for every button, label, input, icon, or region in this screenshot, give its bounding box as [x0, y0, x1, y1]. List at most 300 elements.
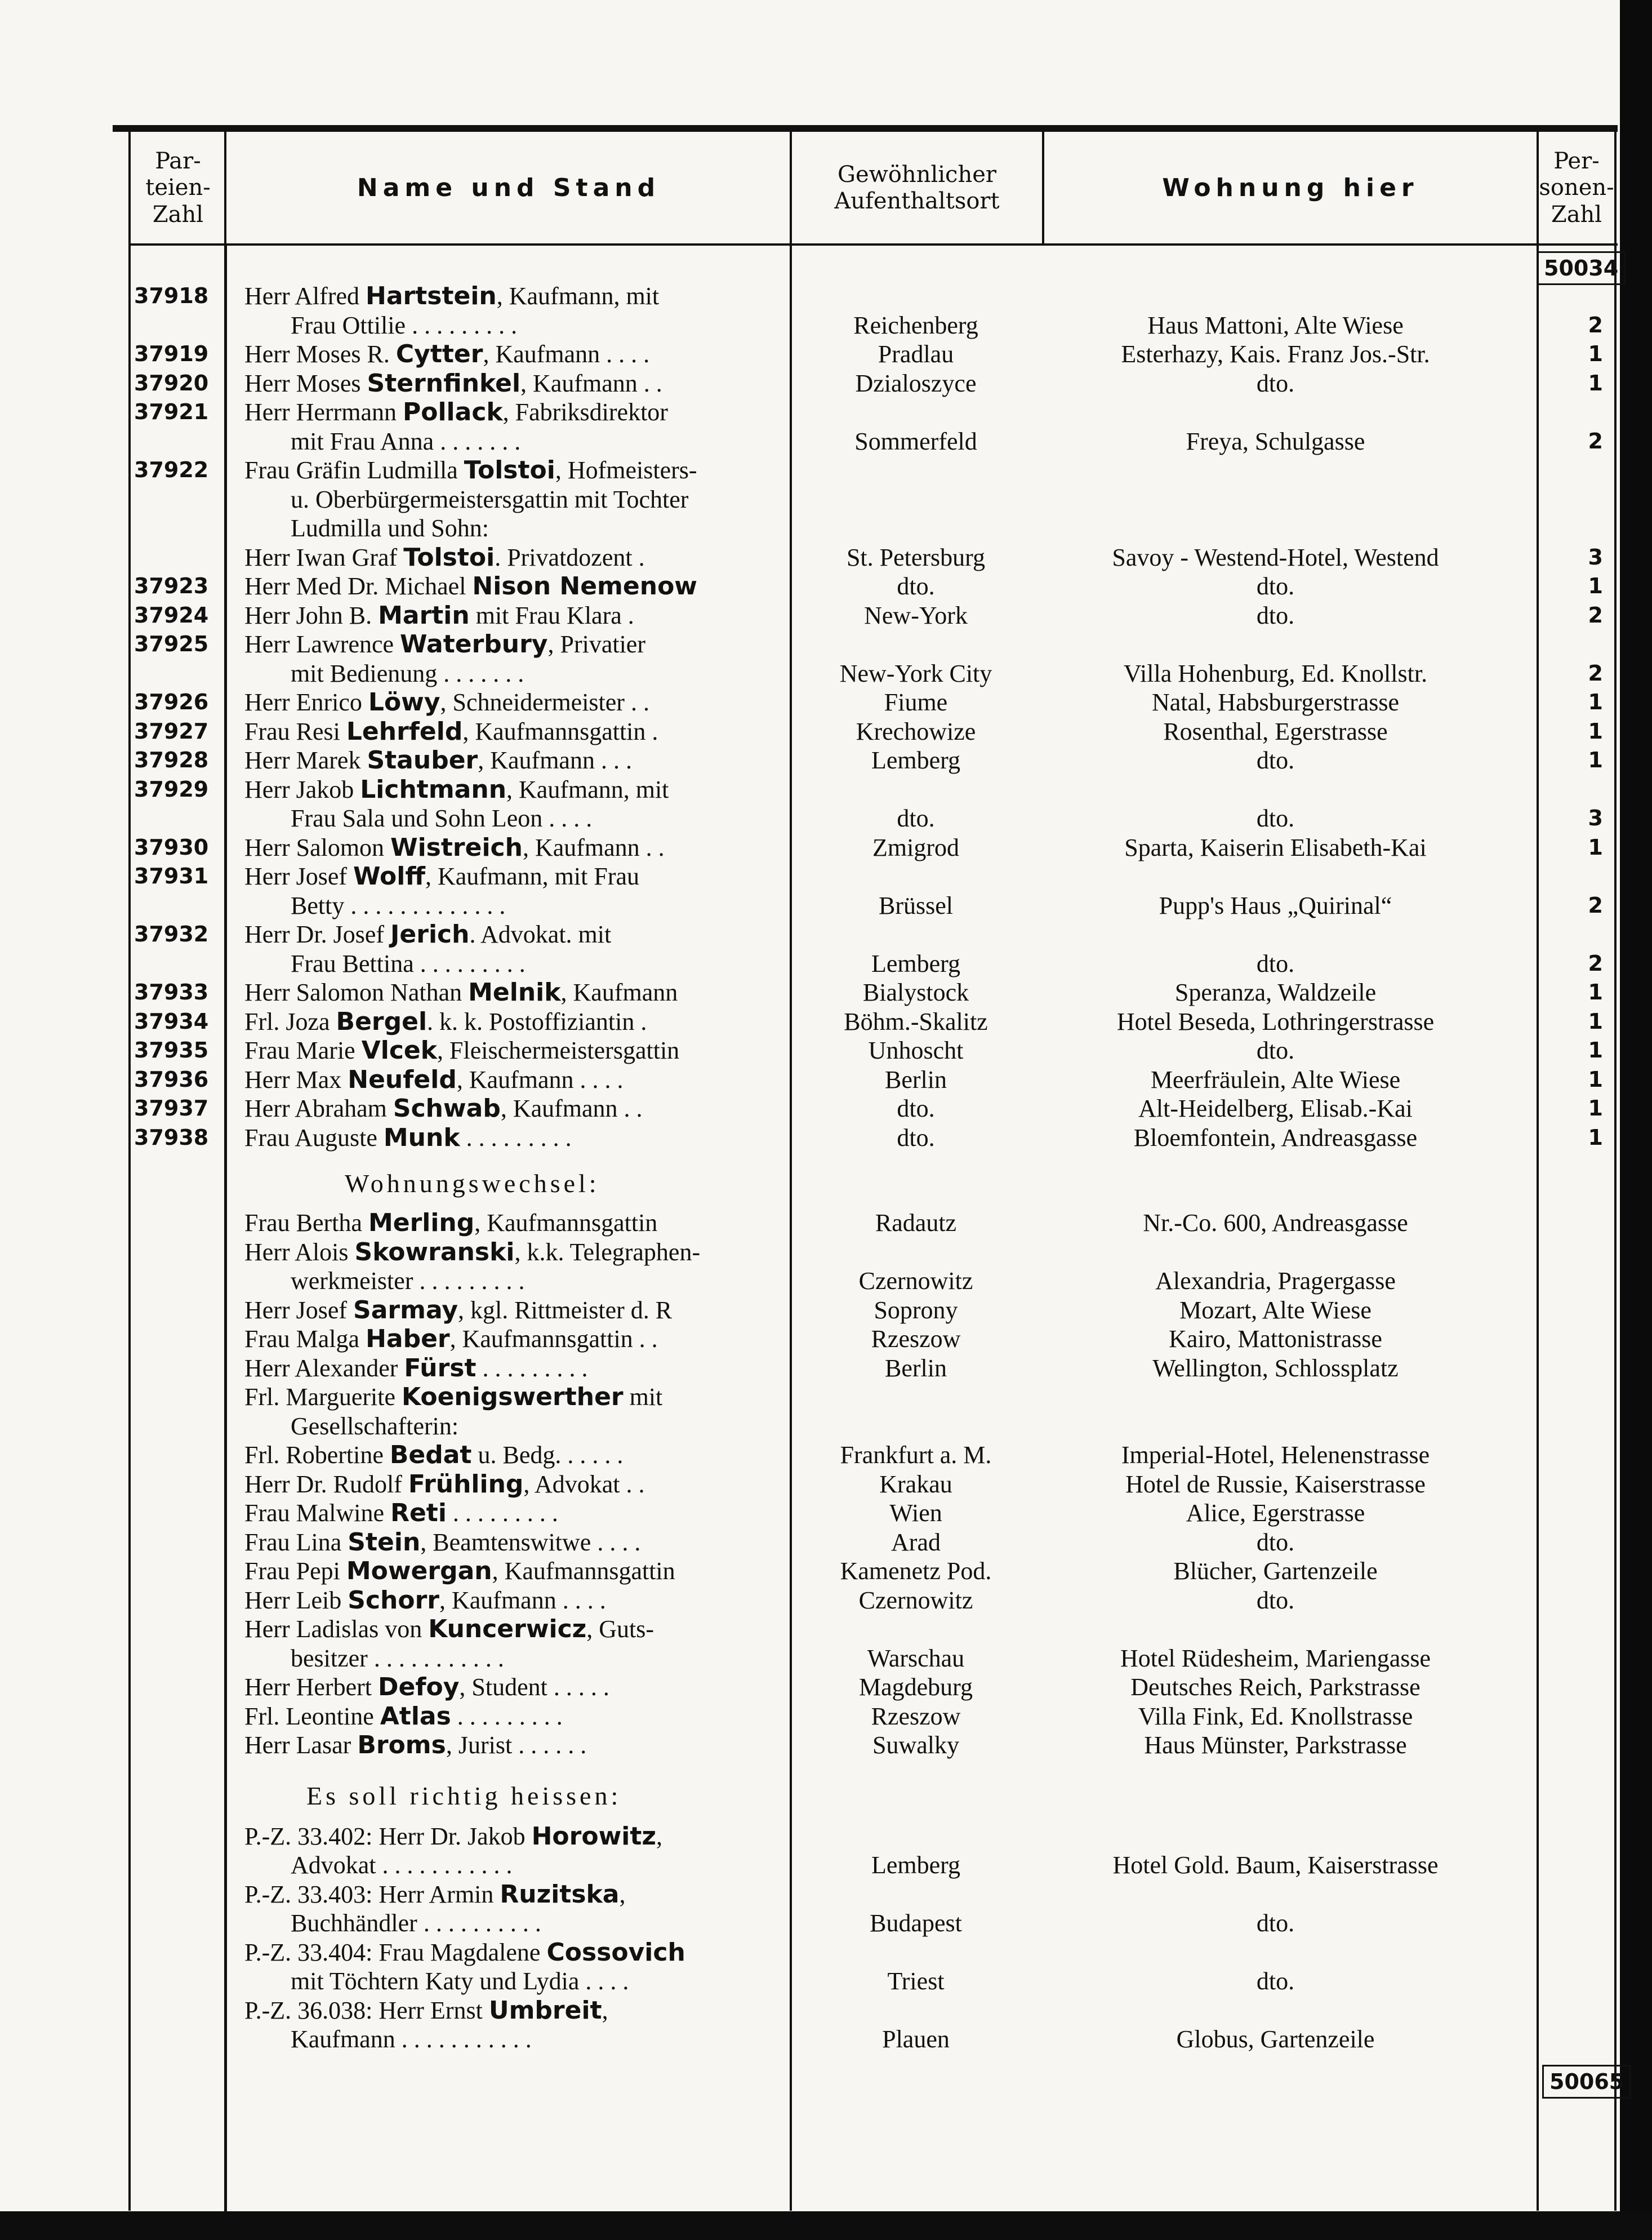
name-text: Herr Ladislas von [244, 1615, 429, 1643]
wohnung: dto. [1256, 1909, 1295, 1937]
name-line [244, 862, 788, 891]
wohnung: Meerfräulein, Alte Wiese [1150, 1065, 1401, 1094]
wohnung: Hotel Gold. Baum, Kaiserstrasse [1112, 1851, 1439, 1879]
name-text: Advokat . . . . . . . . . . . [291, 1851, 513, 1879]
name-line [244, 1123, 788, 1152]
name-text: Herr Lawrence [244, 630, 400, 658]
aufenthaltsort: Frankfurt a. M. [840, 1441, 992, 1469]
wohnung: Mozart, Alte Wiese [1179, 1296, 1372, 1324]
personen-zahl: 2 [1588, 950, 1603, 976]
name-line [244, 1499, 788, 1527]
surname: Broms [357, 1731, 446, 1759]
aufenthaltsort: Lemberg [871, 949, 961, 977]
aufenthaltsort: Suwalky [872, 1731, 959, 1759]
header-personen-zahl: Per- sonen- Zahl [1539, 148, 1614, 228]
personen-zahl: 2 [1588, 892, 1603, 918]
name-text: Herr Herbert [244, 1673, 378, 1701]
name-text: Frau Malwine [244, 1499, 391, 1527]
surname: Munk [383, 1123, 460, 1152]
wohnung: dto. [1256, 1586, 1295, 1614]
name-text: , Guts- [586, 1615, 654, 1643]
name-text: Frau Pepi [244, 1557, 346, 1585]
surname: Atlas [380, 1701, 451, 1731]
name-text: , Kaufmann . . . . [456, 1065, 624, 1094]
name-line [244, 369, 788, 398]
surname: Cossovich [546, 1937, 685, 1967]
surname: Kuncerwicz [428, 1615, 587, 1643]
parteien-zahl: 37924 [134, 602, 209, 628]
surname: Sarmay [353, 1295, 458, 1325]
name-text: Herr Enrico [244, 688, 368, 716]
wohnung: Natal, Habsburgerstrasse [1151, 688, 1400, 716]
name-text: , Kaufmann . . [520, 369, 662, 397]
name-line [244, 1586, 788, 1615]
surname: Tolstoi [403, 543, 495, 572]
name-text: Buchhändler . . . . . . . . . . [291, 1909, 541, 1937]
name-text: besitzer . . . . . . . . . . . [291, 1644, 504, 1672]
header-parteien-zahl: Par- teien- Zahl [145, 148, 211, 228]
name-text: Herr Salomon [244, 833, 391, 861]
name-text: Frau Bettina . . . . . . . . . [291, 949, 526, 977]
name-text: . k. k. Postoffiziantin . [427, 1007, 647, 1035]
name-text: Herr Josef [244, 1296, 354, 1324]
name-line [244, 1528, 788, 1557]
wohnung: Rosenthal, Egerstrasse [1163, 717, 1388, 745]
surname: Jerich [390, 920, 470, 949]
surname: Haber [366, 1325, 450, 1353]
name-text: Frau Auguste [244, 1123, 384, 1152]
name-text: Kaufmann . . . . . . . . . . . [291, 2025, 532, 2053]
aufenthaltsort: Reichenberg [853, 311, 978, 339]
surname: Wolff [353, 862, 425, 891]
name-text: , Kaufmann, mit Frau [425, 863, 640, 890]
aufenthaltsort: Warschau [867, 1644, 965, 1672]
aufenthaltsort: Lemberg [871, 1851, 961, 1879]
surname: Neufeld [348, 1065, 457, 1094]
name-text: Herr John B. [244, 601, 379, 629]
name-text: Frl. Leontine [244, 1702, 380, 1730]
name-text: . . . . . . . . . [446, 1499, 558, 1527]
name-line [244, 1354, 788, 1383]
name-text: Herr Med Dr. Michael [244, 572, 473, 600]
personen-zahl: 1 [1588, 1125, 1603, 1150]
name-text: Herr Marek [244, 746, 367, 774]
parteien-zahl: 37927 [134, 718, 209, 744]
surname: Fürst [404, 1353, 477, 1383]
wohnung: dto. [1256, 1967, 1295, 1995]
wohnung: Savoy - Westend-Hotel, Westend [1112, 543, 1439, 571]
personen-zahl: 2 [1588, 660, 1603, 686]
name-text: Gesellschafterin: [291, 1412, 459, 1440]
name-text: P.-Z. 33.402: Herr Dr. Jakob [244, 1822, 532, 1850]
aufenthaltsort: Rzeszow [871, 1325, 961, 1353]
wohnung: dto. [1256, 746, 1295, 774]
surname: Mowergan [346, 1557, 492, 1585]
aufenthaltsort: Triest [887, 1967, 945, 1995]
name-line [244, 1880, 788, 1909]
aufenthaltsort: Czernowitz [858, 1267, 973, 1295]
aufenthaltsort: Rzeszow [871, 1702, 961, 1730]
name-line [291, 804, 834, 833]
page-edge-shadow [1620, 0, 1652, 2240]
name-text: . . . . . . . . . [451, 1702, 563, 1730]
name-text: P.-Z. 36.038: Herr Ernst [244, 1996, 489, 2024]
personen-zahl: 2 [1588, 312, 1603, 337]
aufenthaltsort: Kamenetz Pod. [840, 1557, 992, 1585]
name-text: , Kaufmann, mit [506, 775, 669, 803]
name-line [291, 949, 834, 978]
aufenthaltsort: dto. [897, 572, 935, 600]
personen-zahl: 3 [1588, 806, 1603, 830]
name-line [291, 485, 834, 514]
name-text: , Fabriksdirektor [502, 398, 668, 426]
surname: Martin [378, 601, 470, 630]
wohnung: Alt-Heidelberg, Elisab.-Kai [1138, 1095, 1413, 1122]
parteien-zahl: 37937 [134, 1096, 209, 1121]
top-rule [113, 125, 1618, 132]
surname: Stein [348, 1527, 421, 1557]
wohnung: Sparta, Kaiserin Elisabeth-Kai [1124, 833, 1427, 861]
name-text: Herr Moses R. [244, 340, 396, 368]
surname: Schwab [393, 1094, 501, 1123]
wohnung: Freya, Schulgasse [1186, 427, 1365, 455]
name-line [244, 572, 788, 601]
name-text: Frl. Marguerite [244, 1383, 402, 1411]
surname: Frühling [408, 1469, 524, 1499]
header-wohnung-hier: Wohnung hier [1162, 174, 1419, 203]
name-text: Herr Lasar [244, 1731, 358, 1759]
aufenthaltsort: Bialystock [862, 979, 969, 1006]
name-line [244, 1007, 788, 1036]
column-divider-1-body [224, 246, 227, 2212]
name-text: , Kaufmann . . . [478, 746, 632, 774]
wohnung: Haus Mattoni, Alte Wiese [1147, 311, 1404, 339]
personen-zahl: 1 [1588, 980, 1603, 1005]
name-text: Herr Max [244, 1065, 348, 1094]
wohnung: Kairo, Mattonistrasse [1169, 1325, 1382, 1353]
name-text: Herr Jakob [244, 775, 360, 803]
personen-zahl: 1 [1588, 1008, 1603, 1034]
name-line [291, 311, 834, 340]
wohnung: Nr.-Co. 600, Andreasgasse [1143, 1209, 1408, 1237]
name-line [244, 1383, 788, 1411]
header-name-und-stand: Name und Stand [357, 174, 661, 203]
name-text: . . . . . . . . . [476, 1354, 588, 1382]
name-text: . . . . . . . . . [460, 1123, 572, 1152]
name-line [244, 1325, 788, 1353]
surname: Löwy [368, 688, 440, 717]
name-text: Herr Alfred [244, 282, 366, 310]
aufenthaltsort: Radautz [875, 1209, 957, 1237]
name-text: Frau Marie [244, 1037, 362, 1064]
name-text: Herr Alexander [244, 1354, 404, 1382]
aufenthaltsort: Sommerfeld [854, 427, 977, 455]
name-text: , Kaufmannsgattin [492, 1557, 675, 1585]
name-text: , [602, 1996, 608, 2024]
name-text: mit Frau Anna . . . . . . . [291, 427, 521, 455]
surname: Ruzitska [500, 1879, 620, 1909]
name-text: Frl. Joza [244, 1007, 336, 1035]
aufenthaltsort: Fiume [884, 688, 948, 716]
name-line [244, 1557, 788, 1585]
name-text: u. Oberbürgermeistersgattin mit Tochter [291, 485, 689, 513]
header-aufenthaltsort: Gewöhnlicher Aufenthaltsort [834, 161, 1000, 214]
name-line [244, 1065, 788, 1094]
parteien-zahl: 37925 [134, 632, 209, 656]
surname: Skowranski [354, 1237, 515, 1266]
name-line [291, 2025, 834, 2054]
name-line [244, 1208, 788, 1237]
section-es-soll-richtig-heissen: Es soll richtig heissen: [306, 1781, 622, 1810]
personen-zahl: 2 [1588, 602, 1603, 628]
wohnung: Haus Münster, Parkstrasse [1144, 1731, 1407, 1759]
name-text: , Kaufmannsgattin . . [449, 1325, 658, 1353]
wohnung: dto. [1256, 949, 1295, 977]
name-line [244, 1938, 788, 1967]
aufenthaltsort: dto. [897, 1095, 935, 1122]
name-text: , Schneidermeister . . [440, 688, 649, 716]
aufenthaltsort: Berlin [885, 1354, 947, 1382]
personen-zahl: 2 [1588, 428, 1603, 454]
wohnung: Villa Hohenburg, Ed. Knollstr. [1123, 659, 1428, 687]
table-left-border [128, 132, 131, 2211]
surname: Lichtmann [360, 775, 507, 804]
aufenthaltsort: dto. [897, 805, 935, 832]
aufenthaltsort: Wien [889, 1499, 942, 1527]
table-right-border [1614, 132, 1617, 2211]
wohnung: dto. [1256, 572, 1295, 600]
name-text: Ludmilla und Sohn: [291, 514, 489, 542]
name-text: P.-Z. 33.403: Herr Armin [244, 1880, 500, 1908]
parteien-zahl: 37933 [134, 980, 209, 1005]
name-line [244, 1036, 788, 1065]
surname: Defoy [377, 1673, 460, 1701]
aufenthaltsort: Magdeburg [858, 1673, 973, 1701]
surname: Reti [390, 1499, 447, 1527]
personen-zahl: 1 [1588, 834, 1603, 860]
aufenthaltsort: Krechowize [856, 717, 976, 745]
name-line [244, 1094, 788, 1123]
personen-zahl: 1 [1588, 748, 1603, 772]
personen-zahl: 1 [1588, 1096, 1603, 1121]
aufenthaltsort: Czernowitz [858, 1586, 973, 1614]
aufenthaltsort: Arad [891, 1528, 941, 1556]
name-line [244, 1822, 788, 1851]
name-text: Herr Alois [244, 1238, 355, 1266]
name-text: , Hofmeisters- [555, 456, 697, 484]
name-text: Herr Moses [244, 369, 367, 397]
wohnung: Hotel Beseda, Lothringerstrasse [1116, 1007, 1435, 1035]
surname: Bedat [389, 1441, 472, 1469]
name-line [244, 920, 788, 949]
name-line [244, 1470, 788, 1499]
name-text: Frau Gräfin Ludmilla [244, 456, 464, 484]
name-line [244, 456, 788, 485]
surname: Melnik [468, 978, 561, 1007]
personen-zahl: 1 [1588, 690, 1603, 714]
parteien-zahl: 37923 [134, 574, 209, 598]
name-line [244, 340, 788, 368]
name-line [244, 1238, 788, 1266]
name-text: Frau Bertha [244, 1209, 368, 1237]
surname: Schorr [348, 1585, 439, 1615]
wohnung: Villa Fink, Ed. Knollstrasse [1138, 1702, 1413, 1730]
name-text: Frau Lina [244, 1528, 348, 1556]
name-line [244, 601, 788, 630]
surname: Merling [368, 1208, 475, 1237]
aufenthaltsort: Böhm.-Skalitz [844, 1007, 988, 1035]
parteien-zahl: 37935 [134, 1038, 209, 1063]
name-line [244, 688, 788, 717]
name-line [291, 1266, 834, 1295]
name-text: Frl. Robertine [244, 1441, 390, 1469]
name-text: mit Bedienung . . . . . . . [291, 659, 524, 687]
surname: Stauber [367, 746, 478, 775]
personen-zahl: 1 [1588, 1066, 1603, 1092]
wohnung: Speranza, Waldzeile [1174, 979, 1377, 1006]
aufenthaltsort: Lemberg [871, 746, 961, 774]
name-text: , Kaufmannsgattin [474, 1209, 658, 1237]
wohnung: dto. [1256, 1528, 1295, 1556]
name-line [291, 1909, 834, 1937]
surname: Umbreit [488, 1995, 602, 2025]
name-line [291, 1967, 834, 1995]
name-line [291, 891, 834, 920]
name-text: , Kaufmann . . . . [483, 340, 650, 368]
carry-in-total: 50034 [1537, 251, 1626, 285]
name-line [244, 1296, 788, 1325]
aufenthaltsort: Budapest [870, 1909, 962, 1937]
surname: Hartstein [366, 282, 497, 310]
name-text: , [656, 1822, 662, 1850]
surname: Tolstoi [464, 456, 555, 485]
name-text: , Advokat . . [523, 1470, 645, 1498]
name-text: , kgl. Rittmeister d. R [458, 1296, 673, 1324]
name-text: P.-Z. 33.404: Frau Magdalene [244, 1938, 547, 1966]
name-text: Herr Herrmann [244, 398, 403, 426]
wohnung: Bloemfontein, Andreasgasse [1133, 1123, 1418, 1152]
personen-zahl: 1 [1588, 341, 1603, 366]
aufenthaltsort: Krakau [879, 1470, 952, 1498]
name-text: Frau Ottilie . . . . . . . . . [291, 311, 518, 339]
name-line [244, 775, 788, 804]
surname: Koenigswerther [402, 1383, 624, 1411]
parteien-zahl: 37929 [134, 776, 209, 802]
carry-out-total: 50065 [1542, 2065, 1631, 2099]
personen-zahl: 1 [1588, 1038, 1603, 1063]
parteien-zahl: 37921 [134, 399, 209, 424]
name-line [291, 427, 834, 456]
aufenthaltsort: New-York City [839, 659, 992, 687]
name-text: , Kaufmann . . . . [439, 1586, 606, 1614]
wohnung: dto. [1256, 1037, 1295, 1064]
section-wohnungswechsel: Wohnungswechsel: [345, 1169, 600, 1198]
name-text: mit [623, 1383, 663, 1411]
column-divider-1 [224, 132, 226, 246]
name-text: Herr Abraham [244, 1095, 393, 1122]
surname: Sternfinkel [367, 368, 521, 398]
name-text: , Fleischermeistersgattin [437, 1037, 680, 1064]
name-text: Frau Malga [244, 1325, 366, 1353]
name-text: mit Frau Klara . [469, 601, 634, 629]
parteien-zahl: 37936 [134, 1066, 209, 1092]
name-text: , Student . . . . . [459, 1673, 609, 1701]
name-line [291, 514, 834, 543]
name-text: mit Töchtern Katy und Lydia . . . . [291, 1967, 629, 1995]
parteien-zahl: 37931 [134, 864, 209, 888]
wohnung: Blücher, Gartenzeile [1173, 1557, 1378, 1585]
aufenthaltsort: Berlin [885, 1065, 947, 1094]
name-text: Frau Sala und Sohn Leon . . . . [291, 805, 593, 832]
name-text: , Kaufmann . . [522, 833, 665, 861]
aufenthaltsort: Plauen [882, 2025, 950, 2053]
parteien-zahl: 37920 [134, 370, 209, 395]
wohnung: Deutsches Reich, Parkstrasse [1130, 1673, 1421, 1701]
name-text: Herr Dr. Rudolf [244, 1470, 408, 1498]
name-line [291, 1644, 834, 1673]
name-line [244, 1996, 788, 2025]
name-text: Herr Dr. Josef [244, 921, 391, 948]
surname: Pollack [402, 398, 503, 426]
name-line [244, 717, 788, 746]
name-text: , Jurist . . . . . . [446, 1731, 587, 1759]
parteien-zahl: 37922 [134, 457, 209, 482]
parteien-zahl: 37928 [134, 748, 209, 772]
wohnung: Esterhazy, Kais. Franz Jos.-Str. [1121, 340, 1430, 368]
name-line [291, 1412, 834, 1441]
name-line [291, 659, 834, 688]
name-text: Herr Iwan Graf [244, 543, 404, 571]
aufenthaltsort: Unhoscht [868, 1037, 964, 1064]
name-text: werkmeister . . . . . . . . . [291, 1267, 525, 1295]
aufenthaltsort: New-York [864, 601, 968, 629]
name-line [244, 1615, 788, 1643]
name-text: Herr Leib [244, 1586, 348, 1614]
surname: Waterbury [400, 630, 548, 659]
surname: Nison Nemenow [472, 572, 697, 601]
name-line [244, 1673, 788, 1701]
parteien-zahl: 37926 [134, 690, 209, 714]
wohnung: dto. [1256, 369, 1295, 397]
wohnung: Pupp's Haus „Quirinal“ [1159, 891, 1392, 919]
wohnung: Alexandria, Pragergasse [1155, 1267, 1396, 1295]
name-text: , Kaufmann [560, 979, 678, 1006]
name-line [244, 282, 788, 310]
surname: Horowitz [531, 1821, 656, 1851]
name-line [244, 1731, 788, 1759]
aufenthaltsort: Brüssel [879, 891, 953, 919]
aufenthaltsort: Soprony [874, 1296, 958, 1324]
name-line [244, 1441, 788, 1469]
wohnung: Wellington, Schlossplatz [1152, 1354, 1399, 1382]
name-text: , Kaufmann, mit [496, 282, 660, 310]
header-rule [130, 243, 1618, 246]
name-line [244, 978, 788, 1007]
aufenthaltsort: Zmigrod [872, 833, 959, 861]
name-line [291, 1851, 834, 1879]
parteien-zahl: 37934 [134, 1008, 209, 1034]
name-line [244, 1702, 788, 1731]
name-text: , Beamtenswitwe . . . . [420, 1528, 641, 1556]
personen-zahl: 1 [1588, 370, 1603, 395]
surname: Wistreich [390, 833, 523, 862]
surname: Cytter [395, 340, 483, 368]
name-line [244, 543, 788, 572]
wohnung: dto. [1256, 601, 1295, 629]
page-bottom-shadow [0, 2211, 1652, 2240]
parteien-zahl: 37938 [134, 1125, 209, 1150]
wohnung: dto. [1256, 805, 1295, 832]
